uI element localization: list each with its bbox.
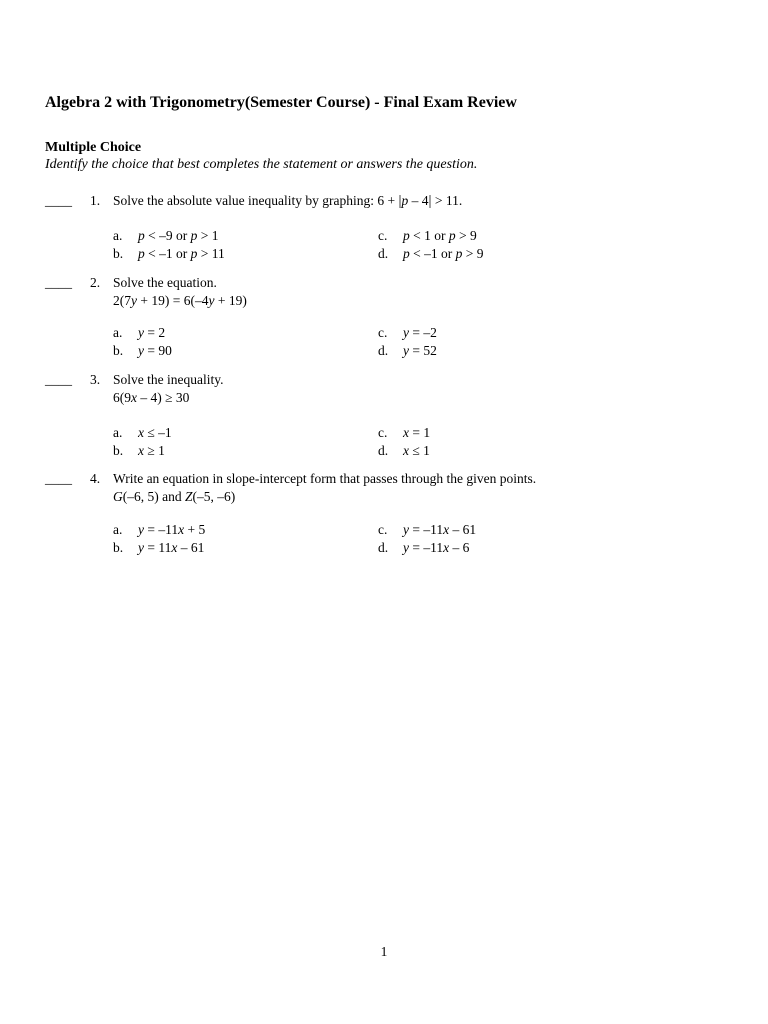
question-expression: 6(9x – 4) ≥ 30 bbox=[113, 390, 190, 405]
answer-blank[interactable]: ____ bbox=[45, 275, 72, 290]
choice-a[interactable]: a. y = 2 bbox=[113, 325, 166, 340]
question-stem: Solve the absolute value inequality by graphing: 6 + |p – 4| > 11. bbox=[113, 193, 463, 209]
page-number: 1 bbox=[380, 944, 388, 959]
question-number: 3. bbox=[90, 372, 101, 387]
choice-c[interactable]: c. p < 1 or p > 9 bbox=[378, 228, 477, 243]
choice-c[interactable]: c. y = –2 bbox=[378, 325, 437, 340]
choice-d[interactable]: d. y = 52 bbox=[378, 343, 437, 358]
section-heading: Multiple Choice bbox=[45, 140, 142, 155]
question-stem: Write an equation in slope-intercept form that passes through the given points. bbox=[113, 471, 537, 486]
choice-b[interactable]: b. y = 11x – 61 bbox=[113, 540, 205, 555]
question-expression: 2(7y + 19) = 6(–4y + 19) bbox=[113, 293, 247, 308]
page-title: Algebra 2 with Trigonometry(Semester Course) - Final Exam Review bbox=[45, 94, 517, 111]
choice-d[interactable]: d. p < –1 or p > 9 bbox=[378, 246, 484, 261]
choice-a[interactable]: a. y = –11x + 5 bbox=[113, 522, 206, 537]
choice-d[interactable]: d. y = –11x – 6 bbox=[378, 540, 470, 555]
choice-c[interactable]: c. x = 1 bbox=[378, 425, 431, 440]
choice-b[interactable]: b. p < –1 or p > 11 bbox=[113, 246, 225, 261]
question-number: 2. bbox=[90, 275, 101, 290]
choice-a[interactable]: a. x ≤ –1 bbox=[113, 425, 172, 440]
choice-b[interactable]: b. x ≥ 1 bbox=[113, 443, 165, 458]
question-number: 4. bbox=[90, 471, 101, 486]
choice-c[interactable]: c. y = –11x – 61 bbox=[378, 522, 477, 537]
answer-blank[interactable]: ____ bbox=[45, 372, 72, 387]
question-number: 1. bbox=[90, 193, 101, 208]
question-stem: Solve the inequality. bbox=[113, 372, 224, 387]
choice-a[interactable]: a. p < –9 or p > 1 bbox=[113, 228, 219, 243]
question-stem: Solve the equation. bbox=[113, 275, 217, 290]
choice-d[interactable]: d. x ≤ 1 bbox=[378, 443, 430, 458]
answer-blank[interactable]: ____ bbox=[45, 471, 72, 486]
choice-b[interactable]: b. y = 90 bbox=[113, 343, 172, 358]
section-instructions: Identify the choice that best completes the statement or answers the question. bbox=[45, 157, 478, 172]
question-expression: G(–6, 5) and Z(–5, –6) bbox=[113, 489, 236, 504]
answer-blank[interactable]: ____ bbox=[45, 193, 72, 208]
